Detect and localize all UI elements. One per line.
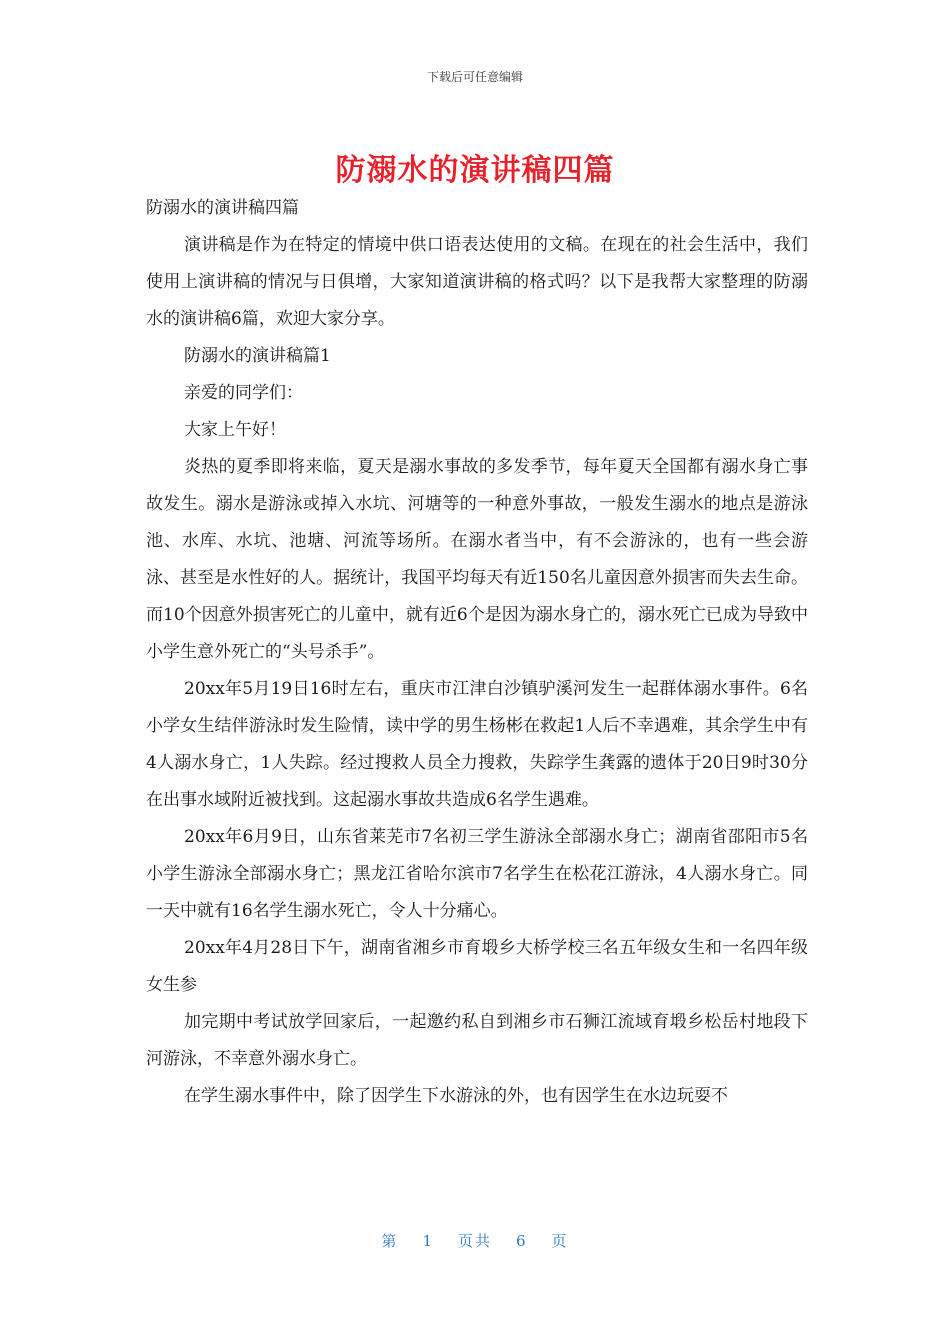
body-paragraph: 20xx年4月28日下午，湖南省湘乡市育塅乡大桥学校三名五年级女生和一名四年级女生参 [146, 938, 808, 995]
body-paragraph: 20xx年5月19日16时左右，重庆市江津白沙镇驴溪河发生一起群体溺水事件。6名小学女生结伴游泳时发生险情，读中学的男生杨彬在救起1人后不幸遇难，其余学生中有4人溺水身亡，1人失踪。经过搜救人员全力搜救，失踪学生龚露的遗体于20日9时30分在出事水域附近被找到。这起溺水事故共造成6名学生遇难。 [146, 679, 808, 810]
body-paragraph-intro: 演讲稿是作为在特定的情境中供口语表达使用的文稿。在现在的社会生活中，我们使用上演讲稿的情况与日俱增，大家知道演讲稿的格式吗？以下是我帮大家整理的防溺水的演讲稿6篇，欢迎大家分享。 [146, 235, 808, 329]
body-paragraph-subtitle: 防溺水的演讲稿四篇 [146, 198, 299, 218]
footer-page-number: 1 [422, 1232, 434, 1250]
page-footer [0, 1230, 950, 1251]
footer-prefix: 第 [381, 1232, 399, 1250]
body-paragraph: 炎热的夏季即将来临，夏天是溺水事故的多发季节，每年夏天全国都有溺水身亡事故发生。溺水是游泳或掉入水坑、河塘等的一种意外事故，一般发生溺水的地点是游泳池、水库、水坑、池塘、河流等场所。在溺水者当中，有不会游泳的，也有一些会游泳、甚至是水性好的人。据统计，我国平均每天有近150名儿童因意外损害而失去生命。而10个因意外损害死亡的儿童中，就有近6个是因为溺水身亡的，溺水死亡已成为导致中小学生意外死亡的“头号杀手”。 [146, 457, 808, 662]
footer-suffix: 页 [551, 1232, 569, 1250]
body-paragraph: 在学生溺水事件中，除了因学生下水游泳的外，也有因学生在水边玩耍不 [184, 1086, 728, 1106]
footer-total-pages: 6 [516, 1232, 528, 1250]
body-paragraph: 20xx年6月9日，山东省莱芜市7名初三学生游泳全部溺水身亡；湖南省邵阳市5名小学生游泳全部溺水身亡；黑龙江省哈尔滨市7名学生在松花江游泳，4人溺水身亡。同一天中就有16名学生溺水死亡，令人十分痛心。 [146, 827, 808, 921]
body-paragraph: 加完期中考试放学回家后，一起邀约私自到湘乡市石狮江流域育塅乡松岳村地段下河游泳，不幸意外溺水身亡。 [146, 1012, 808, 1069]
document-body [146, 190, 808, 1115]
footer-middle: 页共 [457, 1232, 492, 1250]
salutation: 亲爱的同学们： [184, 383, 303, 403]
greeting: 大家上午好！ [184, 420, 286, 440]
header-note: 下载后可任意编辑 [426, 70, 523, 84]
section-heading: 防溺水的演讲稿篇1 [184, 346, 331, 366]
document-title: 防溺水的演讲稿四篇 [335, 153, 615, 188]
